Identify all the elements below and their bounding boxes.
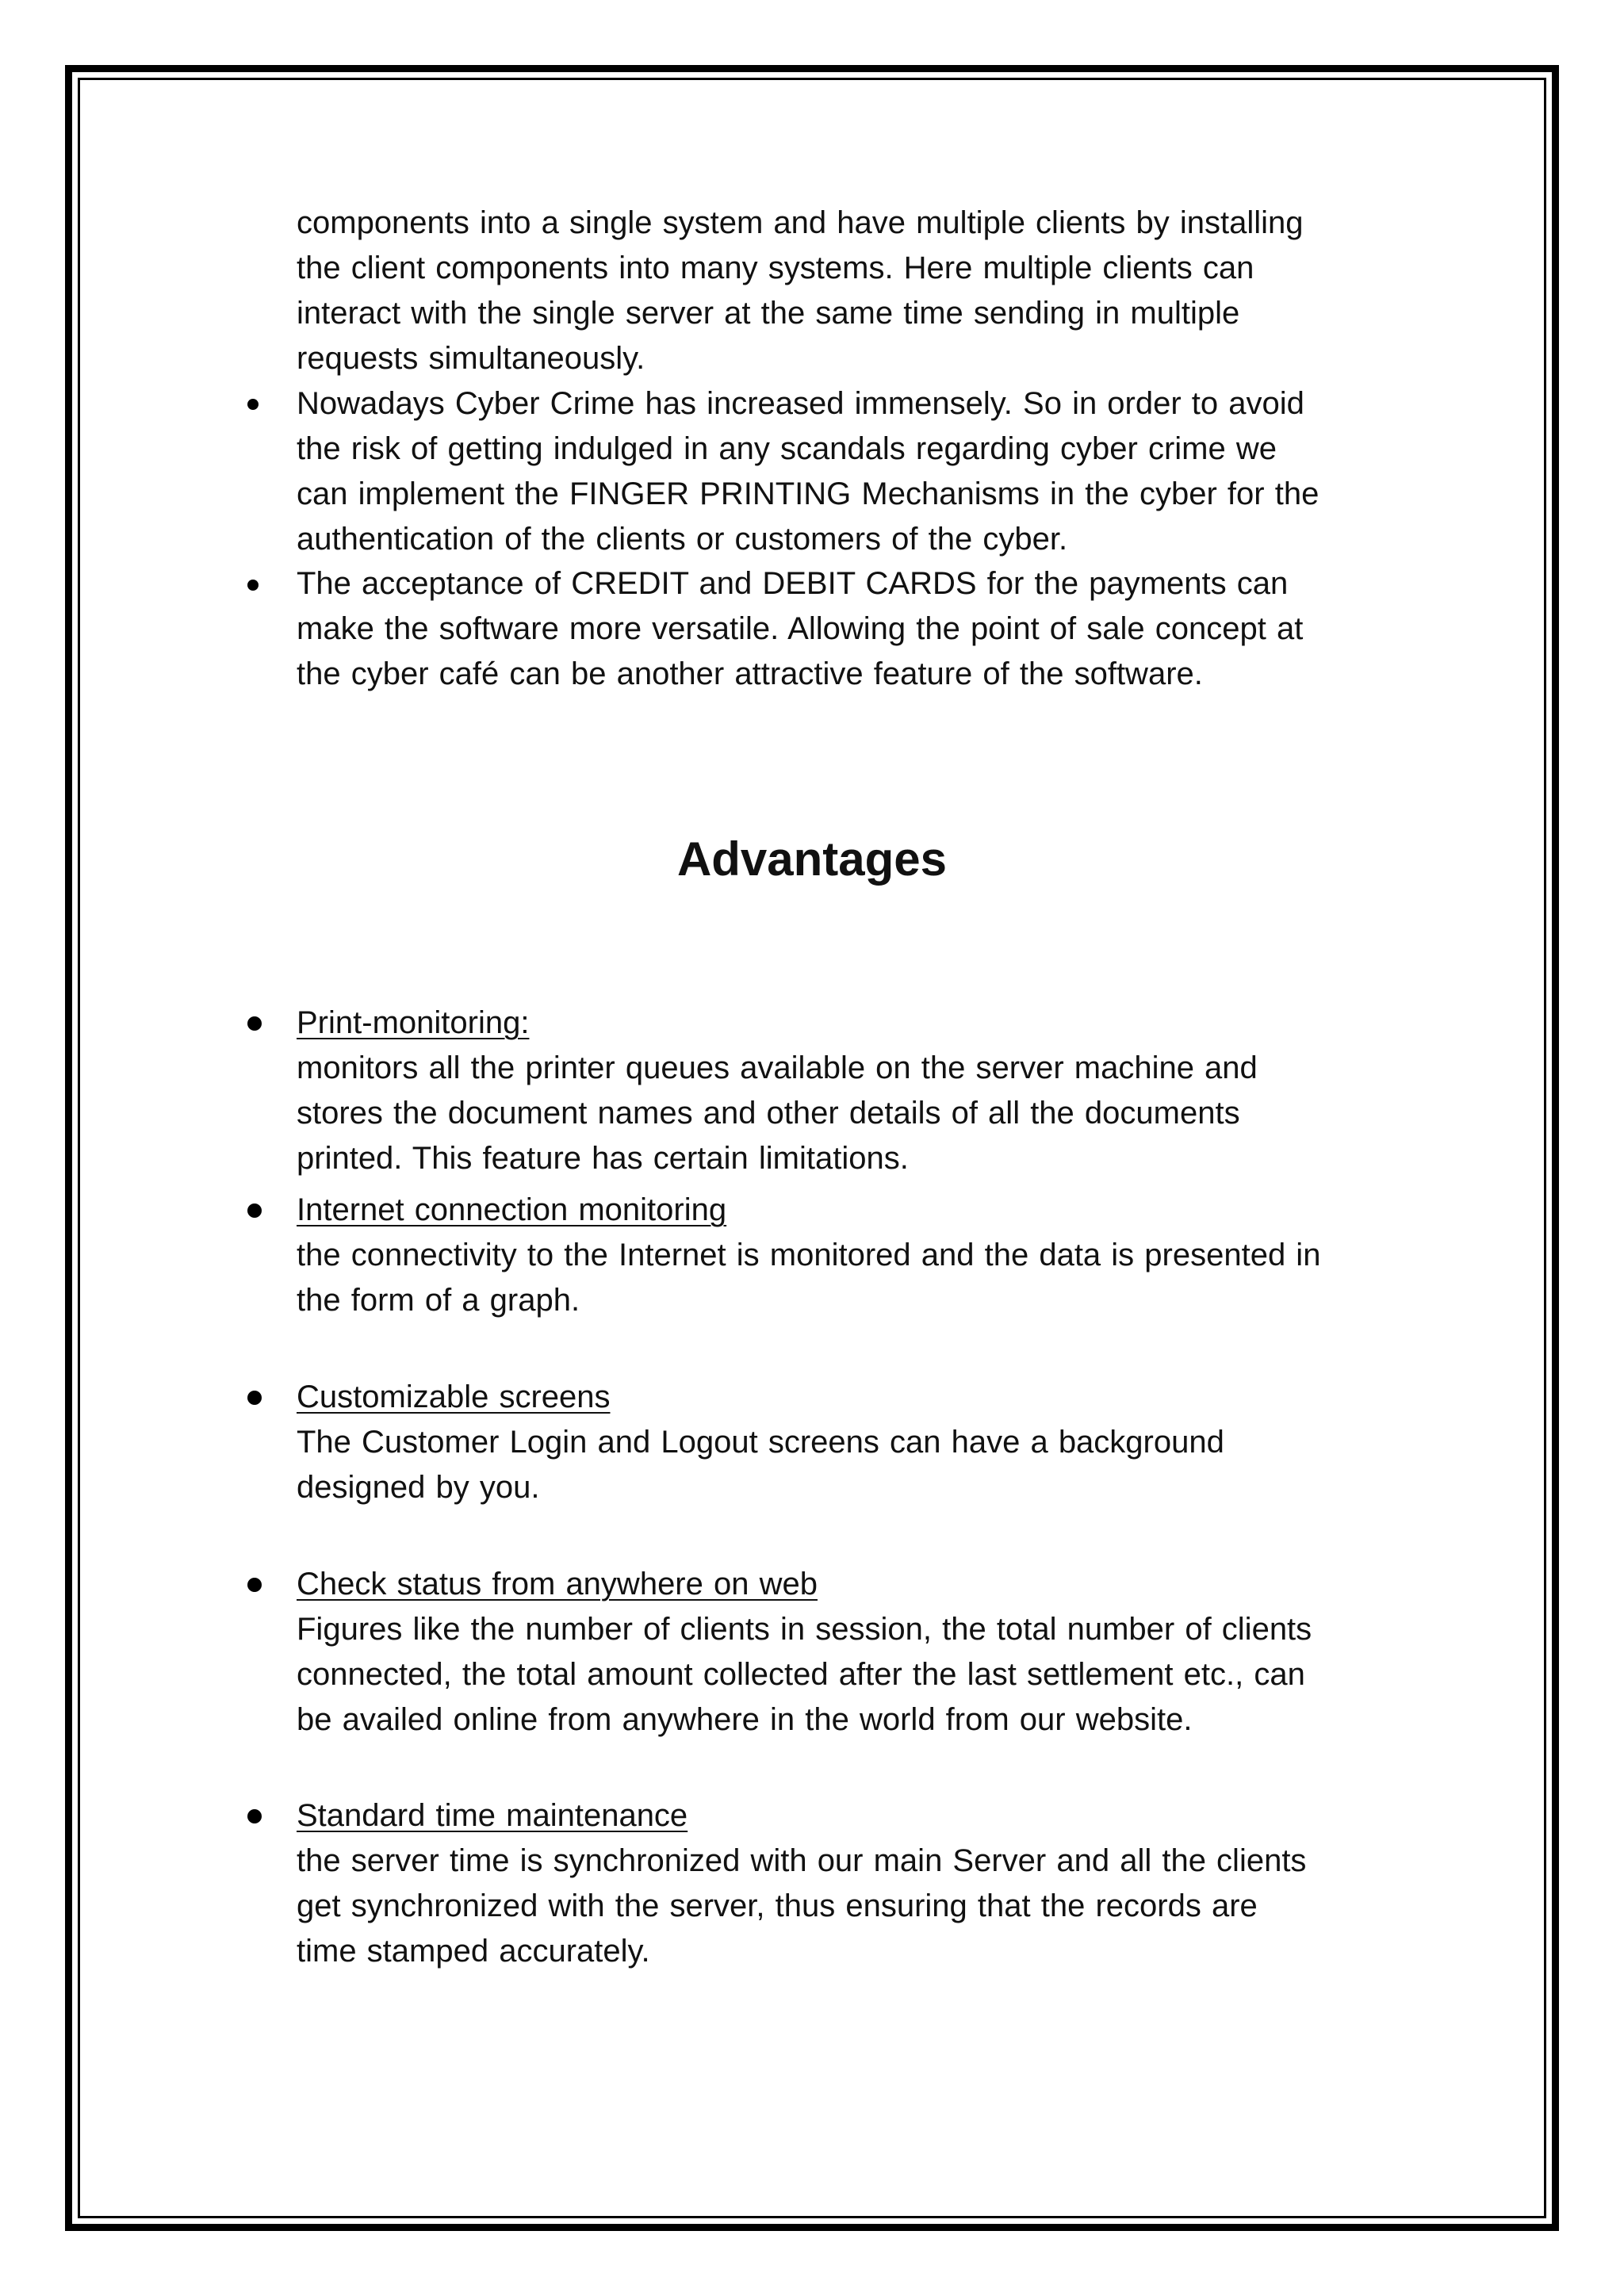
bullet-icon (247, 1809, 262, 1823)
intro-continued-paragraph (297, 201, 1438, 381)
text-line: the cyber café can be another attractive feature of the software. (297, 656, 1203, 691)
advantage-item-customizable-screens (297, 1375, 1438, 1510)
text-line: Nowadays Cyber Crime has increased immensely. So in order to avoid (297, 386, 1304, 421)
text-line: the server time is synchronized with our main Server and all the clients (297, 1843, 1307, 1878)
text-line: components into a single system and have multiple clients by installing (297, 205, 1304, 240)
bullet-item-cards (297, 561, 1438, 697)
text-line: get synchronized with the server, thus ensuring that the records are (297, 1888, 1258, 1923)
advantage-item-check-status (297, 1562, 1438, 1743)
text-line: Figures like the number of clients in session, the total number of clients (297, 1612, 1312, 1647)
bullet-icon (247, 1391, 262, 1405)
bullet-icon (247, 399, 259, 410)
text-line: The acceptance of CREDIT and DEBIT CARDS for the payments can (297, 566, 1289, 601)
advantage-title: Check status from anywhere on web (297, 1567, 818, 1601)
text-line: designed by you. (297, 1470, 540, 1505)
bullet-icon (247, 580, 259, 591)
text-line: the risk of getting indulged in any scandals regarding cyber crime we (297, 431, 1277, 466)
advantage-title: Customizable screens (297, 1380, 611, 1414)
advantage-item-print-monitoring (297, 1001, 1438, 1181)
text-line: The Customer Login and Logout screens can have a background (297, 1425, 1224, 1460)
bullet-icon (247, 1016, 262, 1031)
advantage-item-standard-time (297, 1793, 1438, 1974)
text-line: the form of a graph. (297, 1283, 580, 1318)
advantage-item-internet-monitoring (297, 1188, 1438, 1323)
text-line: be availed online from anywhere in the world from our website. (297, 1702, 1193, 1737)
text-line: printed. This feature has certain limitations. (297, 1141, 909, 1176)
text-line: make the software more versatile. Allowing the point of sale concept at (297, 611, 1304, 646)
text-line: authentication of the clients or customers of the cyber. (297, 522, 1068, 557)
text-line: the connectivity to the Internet is monitored and the data is presented in (297, 1238, 1321, 1272)
bullet-icon (247, 1578, 262, 1592)
advantage-title: Standard time maintenance (297, 1798, 688, 1833)
bullet-icon (247, 1203, 262, 1218)
section-heading-advantages: Advantages (676, 832, 948, 886)
text-line: stores the document names and other details of all the documents (297, 1096, 1240, 1131)
text-line: requests simultaneously. (297, 341, 645, 376)
text-line: the client components into many systems. Here multiple clients can (297, 251, 1254, 285)
bullet-item-finger-printing (297, 381, 1438, 562)
text-line: interact with the single server at the same time sending in multiple (297, 296, 1240, 331)
text-line: connected, the total amount collected after the last settlement etc., can (297, 1657, 1305, 1692)
text-line: time stamped accurately. (297, 1934, 650, 1969)
text-line: monitors all the printer queues available on the server machine and (297, 1050, 1258, 1085)
advantage-title: Internet connection monitoring (297, 1192, 727, 1227)
text-line: can implement the FINGER PRINTING Mechanisms in the cyber for the (297, 476, 1320, 511)
advantage-title: Print-monitoring: (297, 1005, 530, 1040)
